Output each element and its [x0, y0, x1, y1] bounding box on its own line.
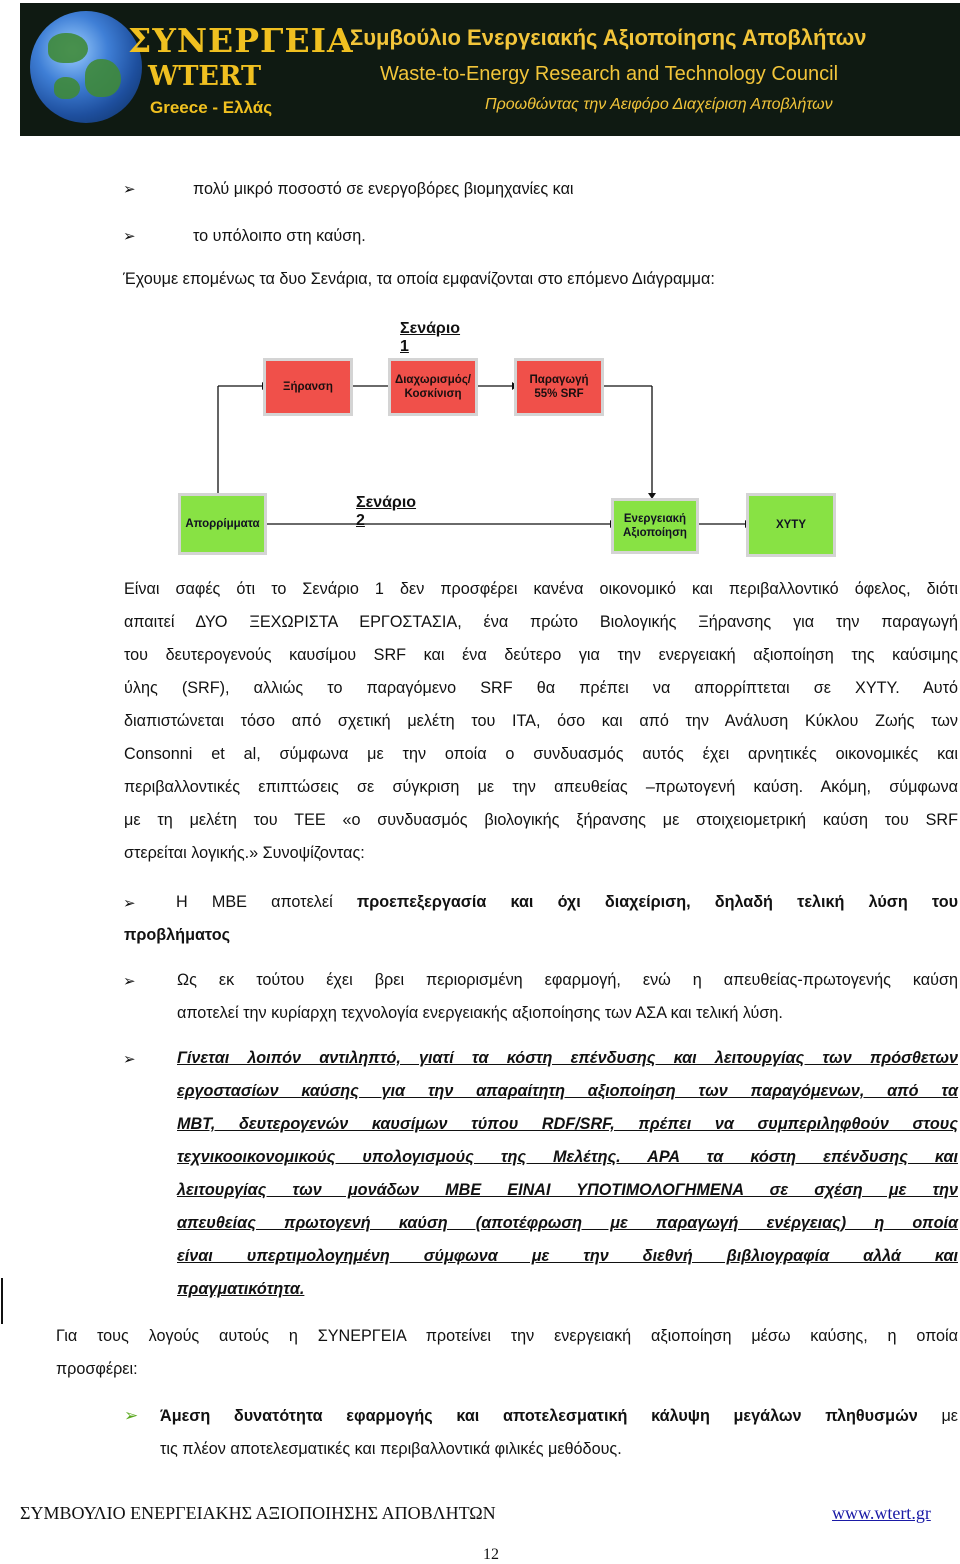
paragraph-line: ύλης (SRF), αλλιώς το παραγόμενο SRF θα πρέπει να απορρίπτεται σε ΧΥΤΥ. Αυτό [124, 679, 958, 697]
banner-tagline: Προωθώντας την Αειφόρο Διαχείριση Αποβλήτων [485, 96, 833, 113]
bullet-3-line: πραγματικότητα. [177, 1280, 305, 1298]
bullet-1-bold: προεπεξεργασία και όχι διαχείριση, δηλαδή τελική λύση του [356, 893, 958, 911]
paragraph-line: περιβαλλοντικές επιπτώσεις σε σύγκριση με την απευθείας –πρωτογενή καύση. Ακόμη, σύμφωνα [124, 778, 958, 796]
bullet-3-line: είναι υπερτιμολογημένη σύμφωνα με την διεθνή βιβλιογραφία αλλά και [177, 1247, 958, 1265]
revision-bar [1, 1278, 3, 1324]
logo-region: Greece - Ελλάς [150, 98, 273, 117]
summary-bullet-1 [124, 886, 958, 952]
logo-subtitle: WTERT [148, 61, 262, 92]
main-paragraph [124, 573, 958, 870]
arrow-bullet-icon: ➢ [123, 228, 136, 245]
bullet-3-line: τεχνικοοικονομικούς υπολογισμούς της Μελέτης. ΑΡΑ τα κόστη επένδυσης και [177, 1148, 958, 1166]
summary-bullet-4 [160, 1400, 958, 1466]
council-name-greek: Συμβούλιο Ενεργειακής Αξιοποίησης Αποβλήτων [350, 25, 867, 50]
paragraph-line: Είναι σαφές ότι το Σενάριο 1 δεν προσφέρει κανένα οικονομικό και περιβαλλοντικό όφελος, διότι [124, 580, 958, 598]
closing-line: Για τους λογούς αυτούς η ΣΥΝΕΡΓΕΙΑ προτείνει την ενεργειακή αξιοποίηση μέσω καύσης, η οποία [56, 1327, 958, 1345]
bullet-1-normal: Η ΜΒΕ αποτελεί [176, 893, 357, 911]
summary-bullet-3 [177, 1042, 958, 1306]
closing-paragraph [56, 1320, 958, 1386]
arrow-bullet-icon: ➢ [123, 1051, 136, 1068]
footer-organization: ΣΥΜΒΟΥΛΙΟ ΕΝΕΡΓΕΙΑΚΗΣ ΑΞΙΟΠΟΙΗΣΗΣ ΑΠΟΒΛΗΤΩΝ [20, 1503, 496, 1523]
bullet-3-line: Γίνεται λοιπόν αντιληπτό, γιατί τα κόστη επένδυσης και λειτουργίας των πρόσθετων [177, 1049, 958, 1067]
box-sorting: Διαχωρισμός/ Κοσκίνιση [388, 358, 478, 416]
paragraph-line: με τη μελέτη του ΤΕΕ «ο συνδυασμός βιολογικής ξήρανσης με στοιχειομετρική καύση του SRF [124, 811, 958, 829]
bullet-2-line: αποτελεί την κυρίαρχη τεχνολογία ενεργειακής αξιοποίησης των ΑΣΑ και τελική λύση. [177, 1004, 783, 1022]
arrow-bullet-icon: ➢ [123, 973, 136, 990]
footer-website-link[interactable]: www.wtert.gr [832, 1503, 931, 1523]
paragraph-line: απαιτεί ΔΥΟ ΞΕΧΩΡΙΣΤΑ ΕΡΓΟΣΤΑΣΙΑ, ένα πρώτο Βιολογικής Ξήρανσης για την παραγωγή [124, 613, 958, 631]
box-landfill: ΧΥΤΥ [746, 493, 836, 557]
paragraph-line: του δευτερογενούς καυσίμου SRF και ένα δεύτερο για την ενεργειακή αξιοποίηση της καύσιμης [124, 646, 958, 664]
bullet-4-bold: Άμεση δυνατότητα εφαρμογής και αποτελεσματική κάλυψη μεγάλων πληθυσμών [160, 1407, 918, 1425]
scenario-1-label: Σενάριο 1 [400, 320, 461, 355]
bullet-3-line: εργοστασίων καύσης για την απαραίτητη αξιοποίηση των παραγόμενων, από τα [177, 1082, 958, 1100]
arrow-bullet-icon: ➢ [123, 895, 136, 912]
closing-line: προσφέρει: [56, 1360, 138, 1378]
box-energy-recovery: Ενεργειακή Αξιοποίηση [611, 498, 699, 554]
bullet-2-line: Ως εκ τούτου έχει βρει περιορισμένη εφαρμογή, ενώ η απευθείας-πρωτογενής καύση [177, 971, 958, 989]
logo-title: ΣΥΝΕΡΓΕΙΑ [128, 21, 354, 60]
arrow-bullet-icon: ➢ [123, 181, 136, 198]
paragraph-line: διαπιστώνεται τόσο από σχετική μελέτη του ΙΤΑ, όσο και από την Ανάλυση Κύκλου Ζωής των [124, 712, 958, 730]
paragraph-line: Consonni et al, σύμφωνα με την οποία ο συνδυασμός αυτός έχει αρνητικές οικονομικές και [124, 745, 958, 763]
bullet-4-normal: με [917, 1407, 958, 1425]
green-arrow-bullet-icon: ➢ [124, 1406, 139, 1425]
box-waste: Απορρίμματα [178, 493, 267, 555]
intro-bullet-1: πολύ μικρό ποσοστό σε ενεργοβόρες βιομηχανίες και [193, 180, 574, 198]
summary-bullet-2 [177, 964, 958, 1030]
intro-line: Έχουμε επομένως τα δυο Σενάρια, τα οποία εμφανίζονται στο επόμενο Διάγραμμα: [123, 270, 715, 288]
page-number: 12 [483, 1546, 499, 1563]
bullet-1-bold-cont: προβλήματος [124, 926, 231, 944]
scenario-2-label: Σενάριο 2 [356, 494, 417, 529]
bullet-3-line: απευθείας πρωτογενή καύση (αποτέφρωση με παραγωγή ενέργειας) η οποία [177, 1214, 958, 1232]
bullet-4-line: τις πλέον αποτελεσματικές και περιβαλλοντικά φιλικές μεθόδους. [160, 1440, 622, 1458]
paragraph-line: στερείται λογικής.» Συνοψίζοντας: [124, 844, 365, 862]
box-srf-production: Παραγωγή 55% SRF [514, 358, 604, 416]
box-drying: Ξήρανση [263, 358, 353, 416]
council-name-english: Waste-to-Energy Research and Technology Council [380, 63, 839, 85]
intro-bullet-2: το υπόλοιπο στη καύση. [193, 227, 366, 245]
bullet-3-line: ΜΒΤ, δευτερογενών καυσίμων τύπου RDF/SRF, πρέπει να συμπεριληφθούν στους [177, 1115, 958, 1133]
bullet-3-line: λειτουργίας των μονάδων ΜΒΕ ΕΙΝΑΙ ΥΠΟΤΙΜΟΛΟΓΗΜΕΝΑ σε σχέση με την [177, 1181, 958, 1199]
